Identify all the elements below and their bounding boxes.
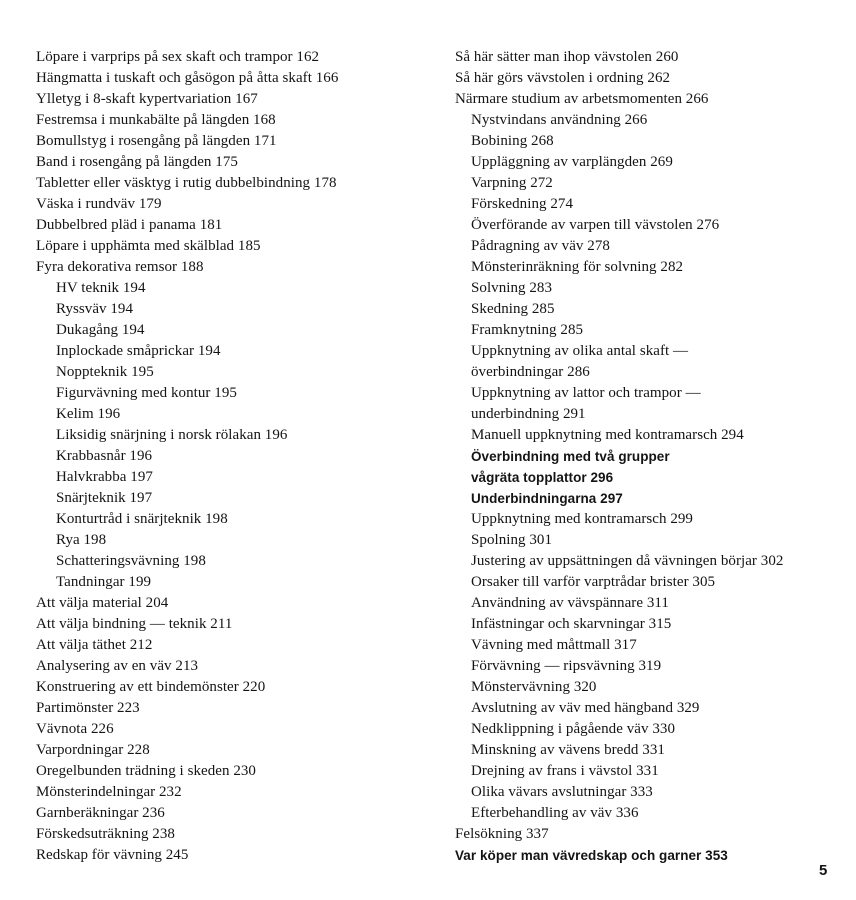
toc-entry: Uppknytning med kontramarsch 299: [471, 511, 693, 527]
toc-entry: Framknytning 285: [471, 322, 584, 338]
toc-entry: Mönsterinräkning för solvning 282: [471, 259, 684, 275]
toc-entry: Vävnota 226: [36, 721, 114, 737]
toc-entry: Uppknytning av olika antal skaft —: [471, 343, 689, 359]
toc-entry: Efterbehandling av väv 336: [471, 805, 639, 821]
toc-entry: Löpare i varprips på sex skaft och trampor 162: [36, 49, 320, 65]
toc-entry: Överbindning med två grupper: [471, 449, 670, 464]
toc-entry: Band i rosengång på längden 175: [36, 154, 238, 170]
toc-entry: Hängmatta i tuskaft och gåsögon på åtta skaft 166: [36, 70, 339, 86]
toc-entry: Spolning 301: [471, 532, 553, 548]
toc-entry: Väska i rundväv 179: [36, 196, 162, 212]
toc-entry: Felsökning 337: [455, 826, 549, 842]
toc-entry: Nedklippning i pågående väv 330: [471, 721, 675, 737]
toc-entry: Fyra dekorativa remsor 188: [36, 259, 204, 275]
toc-entry: Pådragning av väv 278: [471, 238, 610, 254]
toc-entry: Mönstervävning 320: [471, 679, 597, 695]
toc-entry: Uppläggning av varplängden 269: [471, 154, 673, 170]
toc-entry: Orsaker till varför varptrådar brister 305: [471, 574, 716, 590]
toc-entry: Konturtråd i snärjteknik 198: [56, 511, 228, 527]
toc-entry: Löpare i upphämta med skälblad 185: [36, 238, 261, 254]
toc-entry: Garnberäkningar 236: [36, 805, 165, 821]
toc-entry: Att välja material 204: [36, 595, 169, 611]
toc-entry: Schatteringsvävning 198: [56, 553, 206, 569]
toc-entry: Solvning 283: [471, 280, 553, 296]
toc-entry: överbindningar 286: [471, 364, 590, 380]
toc-right-column: [455, 47, 850, 866]
toc-entry: Skedning 285: [471, 301, 555, 317]
toc-entry: Figurvävning med kontur 195: [56, 385, 237, 401]
toc-entry: Förskedsuträkning 238: [36, 826, 175, 842]
toc-entry: Att välja bindning — teknik 211: [36, 616, 233, 632]
toc-entry: Användning av vävspännare 311: [471, 595, 669, 611]
toc-entry: Nystvindans användning 266: [471, 112, 648, 128]
toc-entry: Analysering av en väv 213: [36, 658, 199, 674]
toc-entry: Var köper man vävredskap och garner 353: [455, 848, 728, 863]
toc-entry: Närmare studium av arbetsmomenten 266: [455, 91, 709, 107]
toc-entry: Noppteknik 195: [56, 364, 154, 380]
toc-entry: vågräta topplattor 296: [471, 470, 614, 485]
toc-entry: Manuell uppknytning med kontramarsch 294: [471, 427, 744, 443]
toc-entry: Varpordningar 228: [36, 742, 150, 758]
toc-entry: Förvävning — ripsvävning 319: [471, 658, 662, 674]
toc-entry: Minskning av vävens bredd 331: [471, 742, 665, 758]
toc-entry: Tandningar 199: [56, 574, 152, 590]
toc-entry: Halvkrabba 197: [56, 469, 153, 485]
toc-entry: Förskedning 274: [471, 196, 573, 212]
toc-entry: Avslutning av väv med hängband 329: [471, 700, 700, 716]
page-number: 5: [819, 862, 828, 879]
toc-entry: Drejning av frans i vävstol 331: [471, 763, 659, 779]
toc-entry: HV teknik 194: [56, 280, 146, 296]
toc-entry: Partimönster 223: [36, 700, 140, 716]
toc-entry: Att välja täthet 212: [36, 637, 153, 653]
toc-entry: Liksidig snärjning i norsk rölakan 196: [56, 427, 288, 443]
toc-entry: Ryssväv 194: [56, 301, 134, 317]
toc-entry: Kelim 196: [56, 406, 121, 422]
toc-entry: Olika vävars avslutningar 333: [471, 784, 653, 800]
toc-entry: Oregelbunden trädning i skeden 230: [36, 763, 256, 779]
toc-entry: Uppknytning av lattor och trampor —: [471, 385, 701, 401]
toc-entry: Konstruering av ett bindemönster 220: [36, 679, 266, 695]
toc-entry: Redskap för vävning 245: [36, 847, 189, 863]
toc-entry: Rya 198: [56, 532, 107, 548]
toc-entry: Överförande av varpen till vävstolen 276: [471, 217, 720, 233]
toc-entry: Justering av uppsättningen då vävningen börjar 302: [471, 553, 784, 569]
toc-entry: Dubbelbred pläd i panama 181: [36, 217, 223, 233]
toc-entry: Krabbasnår 196: [56, 448, 153, 464]
toc-entry: underbindning 291: [471, 406, 586, 422]
toc-entry: Varpning 272: [471, 175, 553, 191]
toc-entry: Festremsa i munkabälte på längden 168: [36, 112, 276, 128]
toc-entry: Inplockade småprickar 194: [56, 343, 221, 359]
toc-entry: Bomullstyg i rosengång på längden 171: [36, 133, 277, 149]
toc-entry: Ylletyg i 8-skaft kypertvariation 167: [36, 91, 258, 107]
toc-entry: Infästningar och skarvningar 315: [471, 616, 672, 632]
toc-entry: Vävning med måttmall 317: [471, 637, 637, 653]
toc-entry: Snärjteknik 197: [56, 490, 153, 506]
toc-entry: Bobining 268: [471, 133, 554, 149]
toc-entry: Tabletter eller väsktyg i rutig dubbelbindning 178: [36, 175, 337, 191]
toc-left-column: [36, 47, 431, 866]
toc-entry: Så här sätter man ihop vävstolen 260: [455, 49, 679, 65]
toc-entry: Dukagång 194: [56, 322, 145, 338]
toc-entry: Mönsterindelningar 232: [36, 784, 182, 800]
toc-entry: Underbindningarna 297: [471, 491, 623, 506]
toc-entry: Så här görs vävstolen i ordning 262: [455, 70, 671, 86]
